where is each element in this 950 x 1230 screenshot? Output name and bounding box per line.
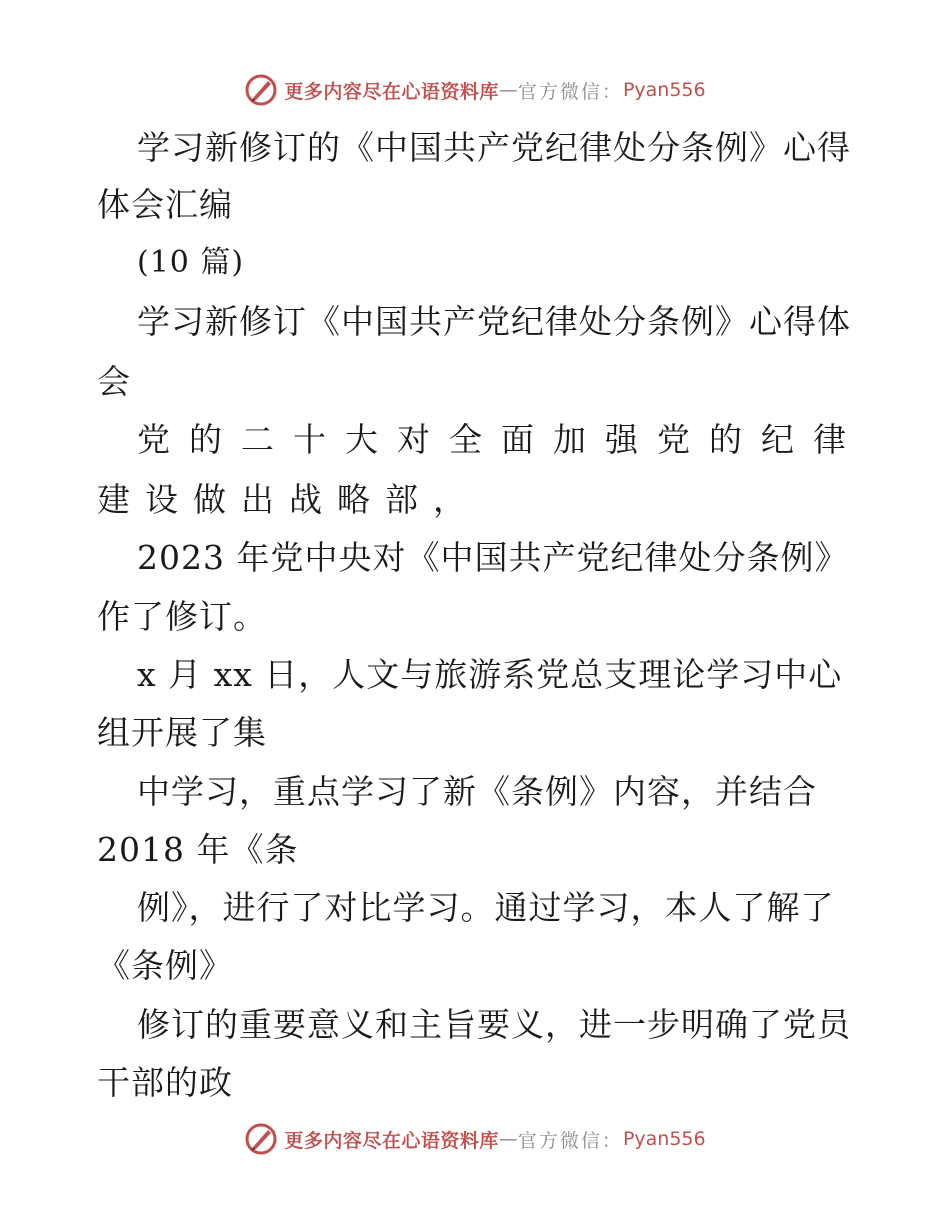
body-line-3: 2023 年党中央对《中国共产党纪律处分条例》 [137,538,849,577]
subtitle-line-1: 学习新修订《中国共产党纪律处分条例》心得体 [137,302,851,341]
body-line-7: 中学习，重点学习了新《条例》内容，并结合 [137,772,817,811]
banner-separator: — [498,1128,518,1150]
body-line-12: 干部的政 [97,1063,233,1102]
banner-label: 官方微信： [517,1129,623,1152]
footer-banner [0,1119,950,1159]
body-line-10: 《条例》 [97,946,233,985]
title-line-1: 学习新修订的《中国共产党纪律处分条例》心得 [137,128,851,167]
quill-logo-icon [244,1122,278,1156]
subtitle-line-2: 会 [97,362,131,401]
body-line-9: 例》，进行了对比学习。通过学习，本人了解了 [137,888,835,927]
banner-label: 官方微信： [517,80,623,103]
body-line-11: 修订的重要意义和主旨要义，进一步明确了党员 [137,1005,851,1044]
header-banner [0,70,950,110]
banner-main-text: 更多内容尽在心语资料库 [284,1129,499,1152]
quill-logo-icon [244,73,278,107]
banner-wechat-id: Pyan556 [622,79,706,101]
body-line-4: 作了修订。 [97,597,267,636]
banner-main-text: 更多内容尽在心语资料库 [284,80,499,103]
body-line-1: 党的二十大对全面加强党的纪律 [137,420,865,459]
body-line-5: x 月 xx 日，人文与旅游系党总支理论学习中心 [137,655,843,694]
title-line-2: 体会汇编 [97,185,233,224]
banner-wechat-id: Pyan556 [622,1128,706,1150]
body-line-8: 2018 年《条 [97,830,299,869]
banner-separator: — [498,79,518,101]
title-count: (10 篇) [137,245,245,280]
body-line-2: 建设做出战略部， [97,480,481,519]
body-line-6: 组开展了集 [97,713,267,752]
